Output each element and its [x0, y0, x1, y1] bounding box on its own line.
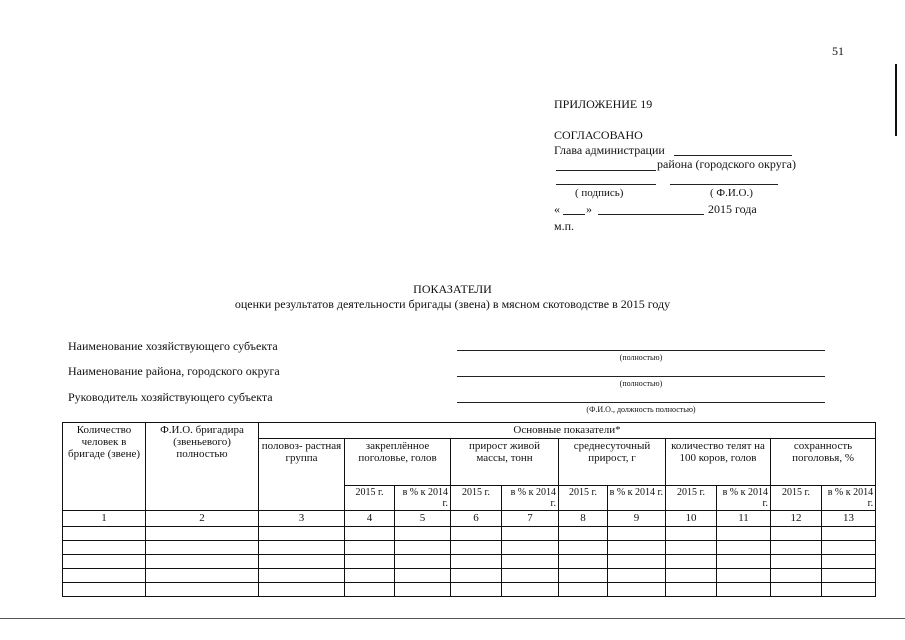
table-cell[interactable]	[717, 583, 771, 597]
table-cell[interactable]	[451, 555, 502, 569]
table-cell[interactable]	[771, 583, 822, 597]
table-cell[interactable]	[608, 527, 666, 541]
field-entity-line[interactable]	[457, 350, 825, 351]
header-main-indicators: Основные показатели*	[259, 423, 876, 439]
table-cell[interactable]	[146, 569, 259, 583]
sub-pct: в % к 2014 г.	[502, 486, 559, 511]
header-assigned-livestock: закреплённое поголовье, голов	[345, 439, 451, 486]
sub-year: 2015 г.	[771, 486, 822, 511]
table-cell[interactable]	[451, 541, 502, 555]
table-cell[interactable]	[345, 527, 395, 541]
table-cell[interactable]	[822, 569, 876, 583]
head-admin-line	[674, 155, 792, 156]
table-cell[interactable]	[822, 555, 876, 569]
col-number: 8	[559, 511, 608, 527]
table-cell[interactable]	[502, 583, 559, 597]
table-cell[interactable]	[717, 527, 771, 541]
header-foreman-fio: Ф.И.О. бригадира (звеньевого) полностью	[146, 423, 259, 511]
sub-year: 2015 г.	[345, 486, 395, 511]
table-cell[interactable]	[608, 583, 666, 597]
col-number: 2	[146, 511, 259, 527]
table-cell[interactable]	[259, 583, 345, 597]
table-cell[interactable]	[502, 555, 559, 569]
table-cell[interactable]	[771, 541, 822, 555]
indicators-table	[62, 422, 876, 597]
table-cell[interactable]	[717, 569, 771, 583]
table-cell[interactable]	[63, 583, 146, 597]
col-number: 11	[717, 511, 771, 527]
sub-year: 2015 г.	[451, 486, 502, 511]
header-calves-per-100: количество телят на 100 коров, голов	[666, 439, 771, 486]
col-number: 10	[666, 511, 717, 527]
table-cell[interactable]	[146, 541, 259, 555]
table-cell[interactable]	[608, 569, 666, 583]
table-cell[interactable]	[259, 555, 345, 569]
table-cell[interactable]	[822, 541, 876, 555]
table-cell[interactable]	[717, 555, 771, 569]
fio-line	[670, 184, 778, 185]
table-cell[interactable]	[259, 541, 345, 555]
table-cell[interactable]	[502, 527, 559, 541]
table-cell[interactable]	[451, 569, 502, 583]
table-cell[interactable]	[666, 541, 717, 555]
table-row	[63, 583, 876, 597]
table-cell[interactable]	[63, 541, 146, 555]
table-cell[interactable]	[717, 541, 771, 555]
table-cell[interactable]	[666, 555, 717, 569]
date-month-line	[598, 214, 704, 215]
table-cell[interactable]	[502, 569, 559, 583]
sub-pct: в % к 2014 г.	[717, 486, 771, 511]
table-cell[interactable]	[559, 527, 608, 541]
table-cell[interactable]	[451, 583, 502, 597]
stamp-label: м.п.	[554, 219, 575, 233]
table-cell[interactable]	[608, 555, 666, 569]
header-people-count: Количество человек в бригаде (звене)	[63, 423, 146, 511]
table-cell[interactable]	[395, 541, 451, 555]
col-number: 7	[502, 511, 559, 527]
table-cell[interactable]	[345, 555, 395, 569]
title-main: ПОКАЗАТЕЛИ	[413, 282, 492, 296]
table-cell[interactable]	[822, 583, 876, 597]
table-cell[interactable]	[608, 541, 666, 555]
col-number: 4	[345, 511, 395, 527]
table-cell[interactable]	[63, 555, 146, 569]
table-cell[interactable]	[345, 583, 395, 597]
date-close-quote: »	[586, 202, 592, 216]
table-cell[interactable]	[666, 569, 717, 583]
fio-caption: ( Ф.И.О.)	[710, 187, 753, 199]
table-cell[interactable]	[146, 583, 259, 597]
table-cell[interactable]	[259, 527, 345, 541]
table-cell[interactable]	[502, 541, 559, 555]
table-cell[interactable]	[259, 569, 345, 583]
table-row	[63, 569, 876, 583]
field-entity-label: Наименование хозяйствующего субъекта	[68, 339, 278, 353]
table-row	[63, 527, 876, 541]
table-cell[interactable]	[345, 541, 395, 555]
field-district-line[interactable]	[457, 376, 825, 377]
table-cell[interactable]	[395, 527, 451, 541]
title-sub: оценки результатов деятельности бригады (звена) в мясном скотоводстве в 2015 году	[234, 297, 671, 311]
signature-caption: ( подпись)	[575, 187, 624, 199]
table-cell[interactable]	[146, 555, 259, 569]
table-row	[63, 541, 876, 555]
table-cell[interactable]	[666, 527, 717, 541]
header-weight-gain: прирост живой массы, тонн	[451, 439, 559, 486]
table-cell[interactable]	[559, 583, 608, 597]
col-number: 5	[395, 511, 451, 527]
table-cell[interactable]	[63, 569, 146, 583]
header-herd-safety: сохранность поголовья, %	[771, 439, 876, 486]
field-entity-caption: (полностью)	[619, 353, 663, 362]
table-cell[interactable]	[395, 583, 451, 597]
field-head-line[interactable]	[457, 402, 825, 403]
table-cell[interactable]	[559, 541, 608, 555]
col-number: 12	[771, 511, 822, 527]
table-cell[interactable]	[395, 569, 451, 583]
table-cell[interactable]	[771, 555, 822, 569]
scan-bottom-line	[0, 618, 905, 619]
header-sex-age-group: половоз- растная группа	[259, 439, 345, 511]
field-district-label: Наименование района, городского округа	[68, 364, 280, 378]
district-label: района (городского округа)	[657, 157, 796, 171]
table-cell[interactable]	[451, 527, 502, 541]
col-number: 3	[259, 511, 345, 527]
appendix-label: ПРИЛОЖЕНИЕ 19	[554, 97, 653, 111]
table-cell[interactable]	[559, 569, 608, 583]
scan-margin-bar	[895, 64, 897, 136]
sub-pct: в % к 2014 г.	[395, 486, 451, 511]
table-cell[interactable]	[395, 555, 451, 569]
table-row	[63, 555, 876, 569]
table-cell[interactable]	[666, 583, 717, 597]
table-cell[interactable]	[559, 555, 608, 569]
table-cell[interactable]	[146, 527, 259, 541]
head-admin-label: Глава администрации	[554, 143, 665, 157]
col-number: 6	[451, 511, 502, 527]
table-cell[interactable]	[771, 527, 822, 541]
col-number: 9	[608, 511, 666, 527]
date-open-quote: «	[554, 202, 560, 216]
table-cell[interactable]	[63, 527, 146, 541]
header-daily-gain: среднесуточный прирост, г	[559, 439, 666, 486]
field-head-caption: (Ф.И.О., должность полностью)	[586, 405, 696, 414]
table-cell[interactable]	[345, 569, 395, 583]
date-day-line	[563, 214, 585, 215]
sub-pct: в % к 2014 г.	[608, 486, 666, 511]
signature-line	[556, 184, 656, 185]
table-cell[interactable]	[771, 569, 822, 583]
col-number: 13	[822, 511, 876, 527]
approval-heading: СОГЛАСОВАНО	[554, 128, 643, 142]
table-cell[interactable]	[822, 527, 876, 541]
sub-year: 2015 г.	[559, 486, 608, 511]
date-year: 2015 года	[708, 202, 757, 216]
sub-pct: в % к 2014 г.	[822, 486, 876, 511]
page-number: 51	[832, 44, 844, 58]
field-head-label: Руководитель хозяйствующего субъекта	[68, 390, 273, 404]
sub-year: 2015 г.	[666, 486, 717, 511]
col-number: 1	[63, 511, 146, 527]
district-line	[556, 170, 656, 171]
field-district-caption: (полностью)	[619, 379, 663, 388]
